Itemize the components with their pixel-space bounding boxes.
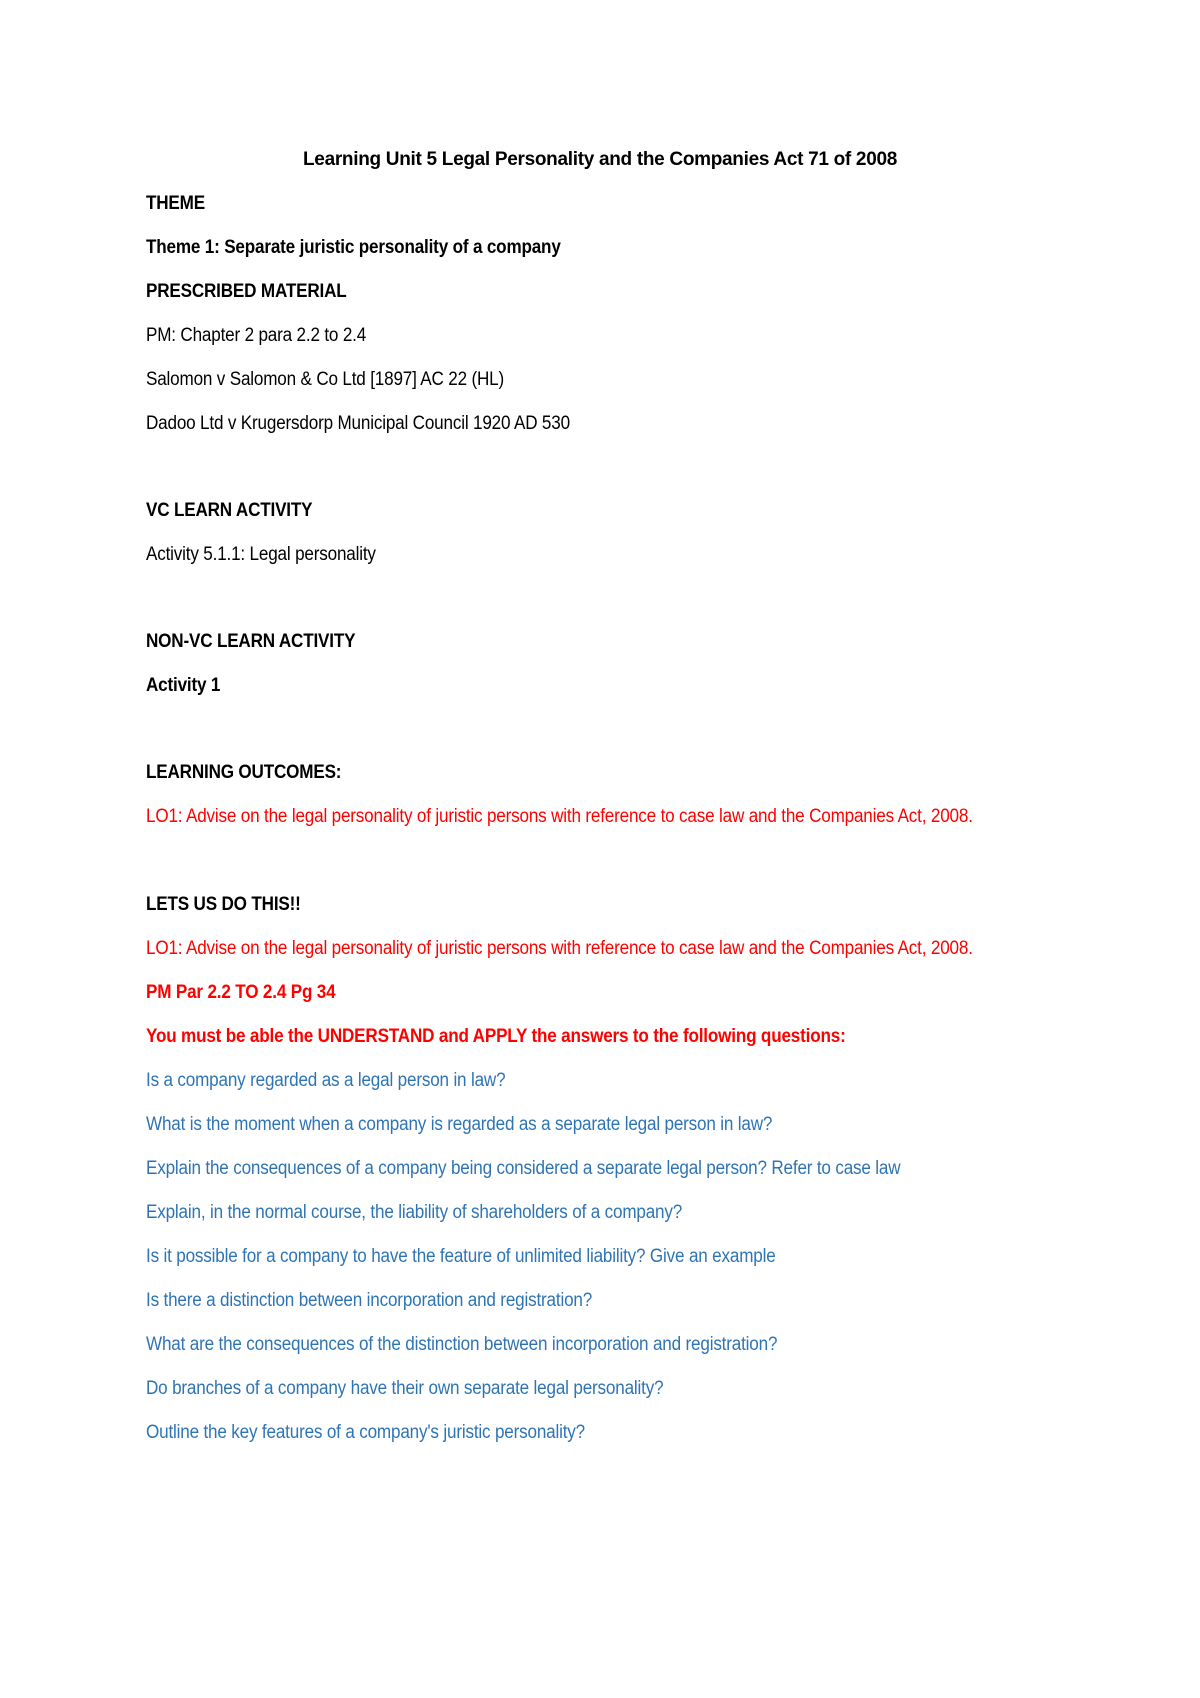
- document-title: Learning Unit 5 Legal Personality and the Companies Act 71 of 2008: [303, 149, 897, 170]
- outcome-lo1: LO1: Advise on the legal personality of juristic persons with reference to case law and the Companies Act, 2008.: [146, 806, 973, 827]
- pm-reference: PM Par 2.2 TO 2.4 Pg 34: [146, 982, 336, 1003]
- vc-heading: VC LEARN ACTIVITY: [146, 500, 313, 521]
- lets-heading: LETS US DO THIS!!: [146, 894, 301, 915]
- question-item: Outline the key features of a company's juristic personality?: [146, 1422, 586, 1443]
- question-item: What is the moment when a company is regarded as a separate legal person in law?: [146, 1114, 773, 1135]
- prescribed-item: Dadoo Ltd v Krugersdorp Municipal Council 1920 AD 530: [146, 413, 570, 434]
- prescribed-item: PM: Chapter 2 para 2.2 to 2.4: [146, 325, 367, 346]
- instruction-text: You must be able the UNDERSTAND and APPLY the answers to the following questions:: [146, 1026, 846, 1047]
- prescribed-heading: PRESCRIBED MATERIAL: [146, 281, 347, 302]
- question-item: Do branches of a company have their own separate legal personality?: [146, 1378, 664, 1399]
- vc-activity: Activity 5.1.1: Legal personality: [146, 544, 376, 565]
- question-item: Is there a distinction between incorporation and registration?: [146, 1290, 593, 1311]
- lets-lo1: LO1: Advise on the legal personality of juristic persons with reference to case law and the Companies Act, 2008.: [146, 938, 973, 959]
- question-item: Explain the consequences of a company being considered a separate legal person? Refer to case law: [146, 1158, 901, 1179]
- outcomes-heading: LEARNING OUTCOMES:: [146, 762, 342, 783]
- question-item: Is it possible for a company to have the feature of unlimited liability? Give an example: [146, 1246, 776, 1267]
- nonvc-activity: Activity 1: [146, 675, 221, 696]
- question-item: What are the consequences of the distinction between incorporation and registration?: [146, 1334, 778, 1355]
- nonvc-heading: NON-VC LEARN ACTIVITY: [146, 631, 356, 652]
- theme-heading: THEME: [146, 193, 205, 214]
- theme-text: Theme 1: Separate juristic personality of a company: [146, 237, 561, 258]
- question-item: Is a company regarded as a legal person in law?: [146, 1070, 506, 1091]
- question-item: Explain, in the normal course, the liability of shareholders of a company?: [146, 1202, 683, 1223]
- prescribed-item: Salomon v Salomon & Co Ltd [1897] AC 22 (HL): [146, 369, 505, 390]
